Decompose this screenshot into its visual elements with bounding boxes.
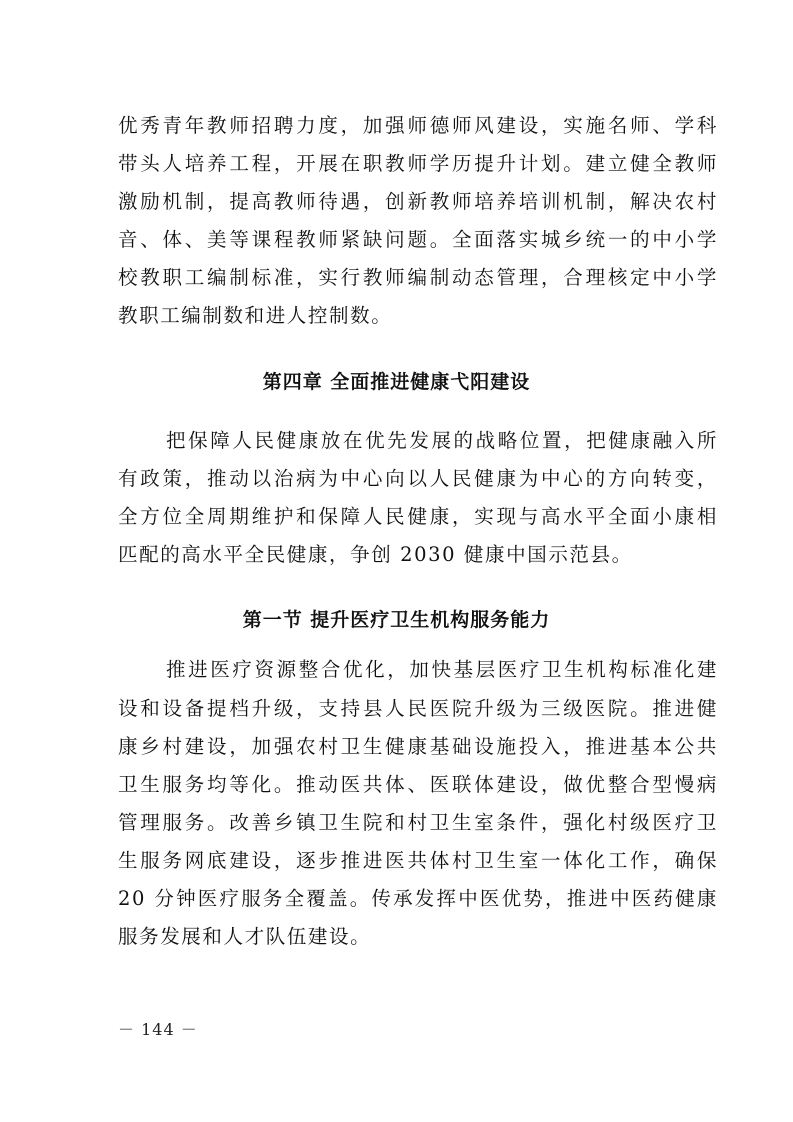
page-number: － 144 － (118, 1020, 198, 1039)
paragraph-line: 管理服务。改善乡镇卫生院和村卫生室条件，强化村级医疗卫 (118, 811, 718, 834)
paragraph-line: 设和设备提档升级，支持县人民医院升级为三级医院。推进健 (118, 697, 718, 720)
paragraph-line: 康乡村建设，加强农村卫生健康基础设施投入，推进基本公共 (118, 735, 718, 758)
paragraph-line: 有政策，推动以治病为中心向以人民健康为中心的方向转变， (118, 467, 718, 490)
paragraph-line: 推进医疗资源整合优化，加快基层医疗卫生机构标准化建 (166, 658, 718, 681)
section-heading: 第一节 提升医疗卫生机构服务能力 (242, 609, 551, 631)
paragraph-line: 教职工编制数和进人控制数。 (118, 304, 393, 327)
paragraph-line: 带头人培养工程，开展在职教师学历提升计划。建立健全教师 (118, 152, 718, 175)
paragraph-line: 卫生服务均等化。推动医共体、医联体建设，做优整合型慢病 (118, 773, 718, 796)
paragraph-line: 校教职工编制标准，实行教师编制动态管理，合理核定中小学 (118, 266, 718, 289)
paragraph-line: 生服务网底建设，逐步推进医共体村卫生室一体化工作，确保 (118, 849, 718, 872)
paragraph-line: 音、体、美等课程教师紧缺问题。全面落实城乡统一的中小学 (118, 228, 718, 251)
paragraph-line: 服务发展和人才队伍建设。 (118, 925, 372, 948)
paragraph-line: 把保障人民健康放在优先发展的战略位置，把健康融入所 (166, 429, 718, 452)
paragraph-line: 优秀青年教师招聘力度，加强师德师风建设，实施名师、学科 (118, 114, 718, 137)
paragraph-line: 20 分钟医疗服务全覆盖。传承发挥中医优势，推进中医药健康 (118, 887, 718, 910)
paragraph-line: 激励机制，提高教师待遇，创新教师培养培训机制，解决农村 (118, 190, 718, 213)
paragraph-line: 全方位全周期维护和保障人民健康，实现与高水平全面小康相 (118, 505, 718, 528)
paragraph-line: 匹配的高水平全民健康，争创 2030 健康中国示范县。 (118, 543, 633, 566)
chapter-heading: 第四章 全面推进健康弋阳建设 (262, 371, 531, 393)
